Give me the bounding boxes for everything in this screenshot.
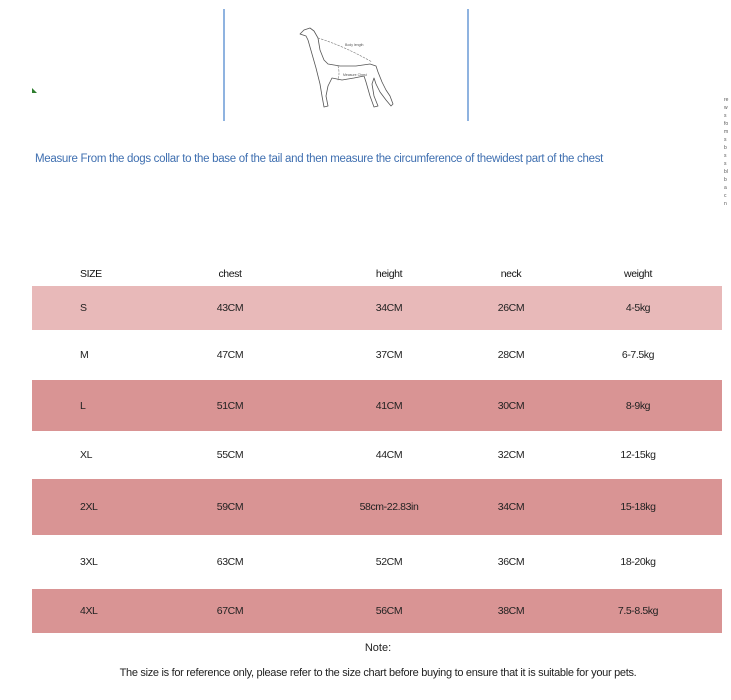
- cell-neck: 36CM: [497, 556, 525, 568]
- header-size: SIZE: [80, 268, 102, 280]
- table-row: [32, 431, 722, 479]
- divider-line-right: [467, 9, 469, 121]
- table-row: [32, 589, 722, 633]
- measure-instruction: Measure From the dogs collar to the base of the tail and then measure the circumference of thewidest part of the chest: [35, 153, 604, 165]
- cell-weight: 18-20kg: [620, 556, 656, 568]
- cell-neck: 28CM: [497, 349, 525, 361]
- cell-chest: 51CM: [216, 399, 244, 412]
- cell-weight: 15-18kg: [620, 501, 656, 513]
- cell-weight: 6-7.5kg: [621, 349, 655, 361]
- dog-outline: [300, 28, 393, 107]
- cell-height: 58cm-22.83in: [359, 501, 419, 513]
- cell-size: L: [80, 399, 86, 412]
- diagram-label-chest: Measure Chest: [343, 73, 367, 77]
- cell-chest: 67CM: [216, 605, 244, 617]
- side-fragment: b: [724, 145, 727, 151]
- header-weight: weight: [624, 268, 652, 280]
- cell-neck: 34CM: [497, 501, 525, 513]
- cell-neck: 26CM: [497, 302, 525, 314]
- side-fragment: bl: [724, 169, 728, 175]
- side-fragment: w: [724, 105, 728, 111]
- side-fragment: s: [724, 161, 727, 167]
- cell-height: 52CM: [375, 556, 403, 568]
- cropped-side-text: [724, 96, 731, 208]
- cell-weight: 7.5-8.5kg: [617, 605, 659, 617]
- note-label: Note:: [364, 642, 392, 654]
- body-length-line: [318, 38, 372, 62]
- table-row: [32, 380, 722, 431]
- cell-weight: 8-9kg: [625, 399, 651, 412]
- cell-weight: 4-5kg: [625, 302, 651, 314]
- chest-line: [338, 66, 339, 80]
- table-row: [32, 535, 722, 589]
- cell-size: 3XL: [80, 556, 98, 568]
- diagram-label-body-length: Body length: [345, 43, 364, 47]
- cell-neck: 32CM: [497, 449, 525, 461]
- divider-line-left: [223, 9, 225, 121]
- cell-size: XL: [80, 449, 93, 461]
- side-fragment: fo: [724, 121, 729, 127]
- cell-neck: 38CM: [497, 605, 525, 617]
- cell-height: 44CM: [375, 449, 403, 461]
- header-chest: chest: [218, 268, 242, 280]
- side-fragment: n: [724, 201, 727, 207]
- cell-size: M: [80, 349, 89, 361]
- side-fragment: s: [724, 153, 727, 159]
- side-fragment: b: [724, 177, 727, 183]
- table-header-row: [32, 262, 722, 286]
- cell-neck: 30CM: [497, 399, 525, 412]
- size-chart-table: [32, 262, 722, 633]
- side-fragment: s: [724, 137, 727, 143]
- table-row: [32, 286, 722, 330]
- cell-height: 37CM: [375, 349, 403, 361]
- side-fragment: re: [724, 97, 729, 103]
- table-row: [32, 479, 722, 535]
- header-neck: neck: [500, 268, 522, 280]
- cell-height: 34CM: [375, 302, 403, 314]
- cell-chest: 43CM: [216, 302, 244, 314]
- header-height: height: [375, 268, 403, 280]
- cell-weight: 12-15kg: [620, 449, 656, 461]
- cell-chest: 59CM: [216, 501, 244, 513]
- side-fragment: s: [724, 113, 727, 119]
- corner-mark-icon: [32, 88, 37, 93]
- cell-chest: 63CM: [216, 556, 244, 568]
- cell-chest: 47CM: [216, 349, 244, 361]
- cell-size: 2XL: [80, 501, 98, 513]
- side-fragment: a: [724, 185, 727, 191]
- cell-size: S: [80, 302, 87, 314]
- dog-measurement-diagram: [298, 20, 398, 112]
- cell-chest: 55CM: [216, 449, 244, 461]
- side-fragment: c: [724, 193, 727, 199]
- side-fragment: m: [724, 129, 729, 135]
- cell-height: 56CM: [375, 605, 403, 617]
- note-text: The size is for reference only, please refer to the size chart before buying to ensure that it is suitable for your pets.: [119, 667, 637, 679]
- table-row: [32, 330, 722, 380]
- cell-size: 4XL: [80, 605, 98, 617]
- cell-height: 41CM: [375, 399, 403, 412]
